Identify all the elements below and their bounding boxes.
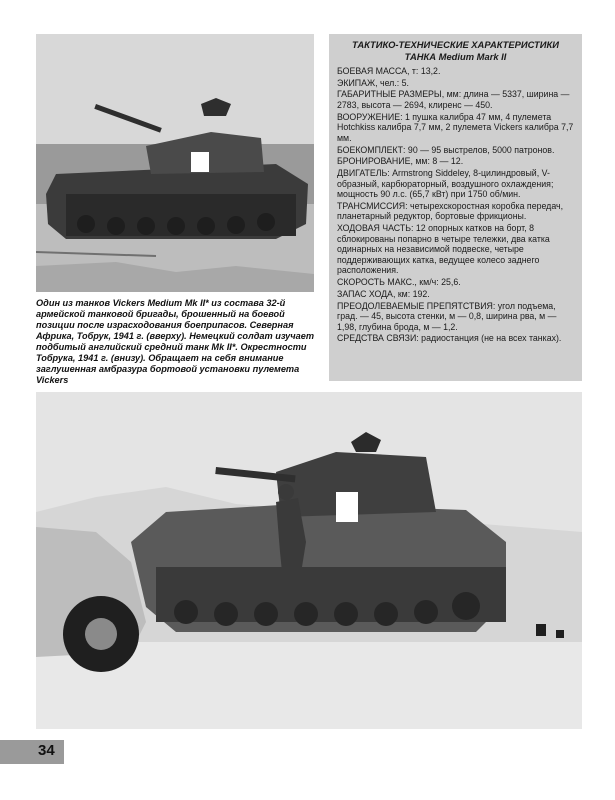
spec-key: БОЕКОМПЛЕКТ <box>337 144 404 155</box>
spec-row <box>337 78 574 89</box>
spec-key: СКОРОСТЬ МАКС. <box>337 277 415 288</box>
spec-row <box>337 333 574 344</box>
spec-key: ДВИГАТЕЛЬ <box>337 167 388 178</box>
spec-row <box>337 66 574 77</box>
spec-key: ПРЕОДОЛЕВАЕМЫЕ ПРЕПЯТСТВИЯ <box>337 300 493 311</box>
tank-photo-bottom-image <box>36 392 582 729</box>
spec-key: ТРАНСМИССИЯ <box>337 200 406 211</box>
spec-row <box>337 145 574 156</box>
spec-row <box>337 277 574 288</box>
spec-value: : 1 пушка калибра 47 мм, 4 пулемета Hotchkiss калибра 7,7 мм, 2 пулемета Vickers калибра 7,7 мм. <box>337 111 574 143</box>
spec-value: , т: 13,2. <box>407 66 441 76</box>
spec-key: ЗАПАС ХОДА <box>337 288 393 299</box>
spec-value: , км/ч: 25,6. <box>414 277 461 288</box>
tank-photo-top-image <box>36 34 314 292</box>
spec-value: : угол подъема, град. — 45, высота стенки, м — 0,8, ширина рва, м — 1,98, глубина брода, м — 1,2. <box>337 300 557 332</box>
specs-title-line1: ТАКТИКО-ТЕХНИЧЕСКИЕ ХАРАКТЕРИСТИКИ <box>351 39 559 50</box>
spec-key: СРЕДСТВА СВЯЗИ <box>337 333 417 344</box>
spec-key: ВООРУЖЕНИЕ <box>337 111 401 122</box>
spec-key: БРОНИРОВАНИЕ <box>337 156 411 167</box>
spec-value: , мм: 8 — 12. <box>410 156 464 167</box>
spec-row <box>337 168 574 200</box>
spec-key: ГАБАРИТНЫЕ РАЗМЕРЫ <box>337 89 442 100</box>
spec-row <box>337 301 574 333</box>
photo-knocked-out-tank <box>36 392 582 729</box>
spec-value: : Armstrong Siddeley, 8-цилиндровый, V-образный, карбюраторный, воздушного охлаждения; мощность 90 л.с. (65,7 кВт) при 1750 об/мин. <box>337 167 554 200</box>
specs-title-line2: ТАНКА Medium Mark II <box>404 51 507 62</box>
spec-value: , км: 192. <box>392 288 430 299</box>
spec-row <box>337 289 574 300</box>
spec-row <box>337 201 574 222</box>
photo-caption: Один из танков Vickers Medium Mk II* из состава 32-й армейской танковой бригады, брошенный на боевой позиции после израсходования боеприпасов. Северная Африка, Тобрук, 1941 г. (вверху). Немецкий солдат изучает подбитый английский средний танк Mk II*. Окрестности Тобрука, 1941 г. (внизу). Обращает на себя внимание заглушенная амбразура бортовой установки пулемета Vickers <box>36 298 315 385</box>
spec-row <box>337 112 574 144</box>
spec-value: , мм: длина — 5337, ширина — 2783, высота — 2694, клиренс — 450. <box>337 89 570 110</box>
spec-value: , чел.: 5. <box>375 77 409 88</box>
spec-row <box>337 223 574 276</box>
spec-row <box>337 89 574 110</box>
spec-key: БОЕВАЯ МАССА <box>337 66 408 76</box>
spec-value: : 90 — 95 выстрелов, 5000 патронов. <box>403 144 555 155</box>
spec-value: : радиостанция (не на всех танках). <box>416 333 562 344</box>
spec-key: ЭКИПАЖ <box>337 77 376 88</box>
page-number: 34 <box>38 742 55 759</box>
specifications-box <box>329 34 582 381</box>
spec-value: : 12 опорных катков на борт, 8 сблокированы попарно в четыре тележки, два катка одинарных на независимой подвеске, четыре поддерживающих катка, ведущее колесо заднего расположения. <box>337 223 550 276</box>
spec-key: ХОДОВАЯ ЧАСТЬ <box>337 223 412 234</box>
spec-row <box>337 156 574 167</box>
photo-abandoned-tank <box>36 34 314 292</box>
spec-value: : четырехскоростная коробка передач, планетарный редуктор, бортовые фрикционы. <box>337 200 564 222</box>
specs-list <box>337 66 574 344</box>
